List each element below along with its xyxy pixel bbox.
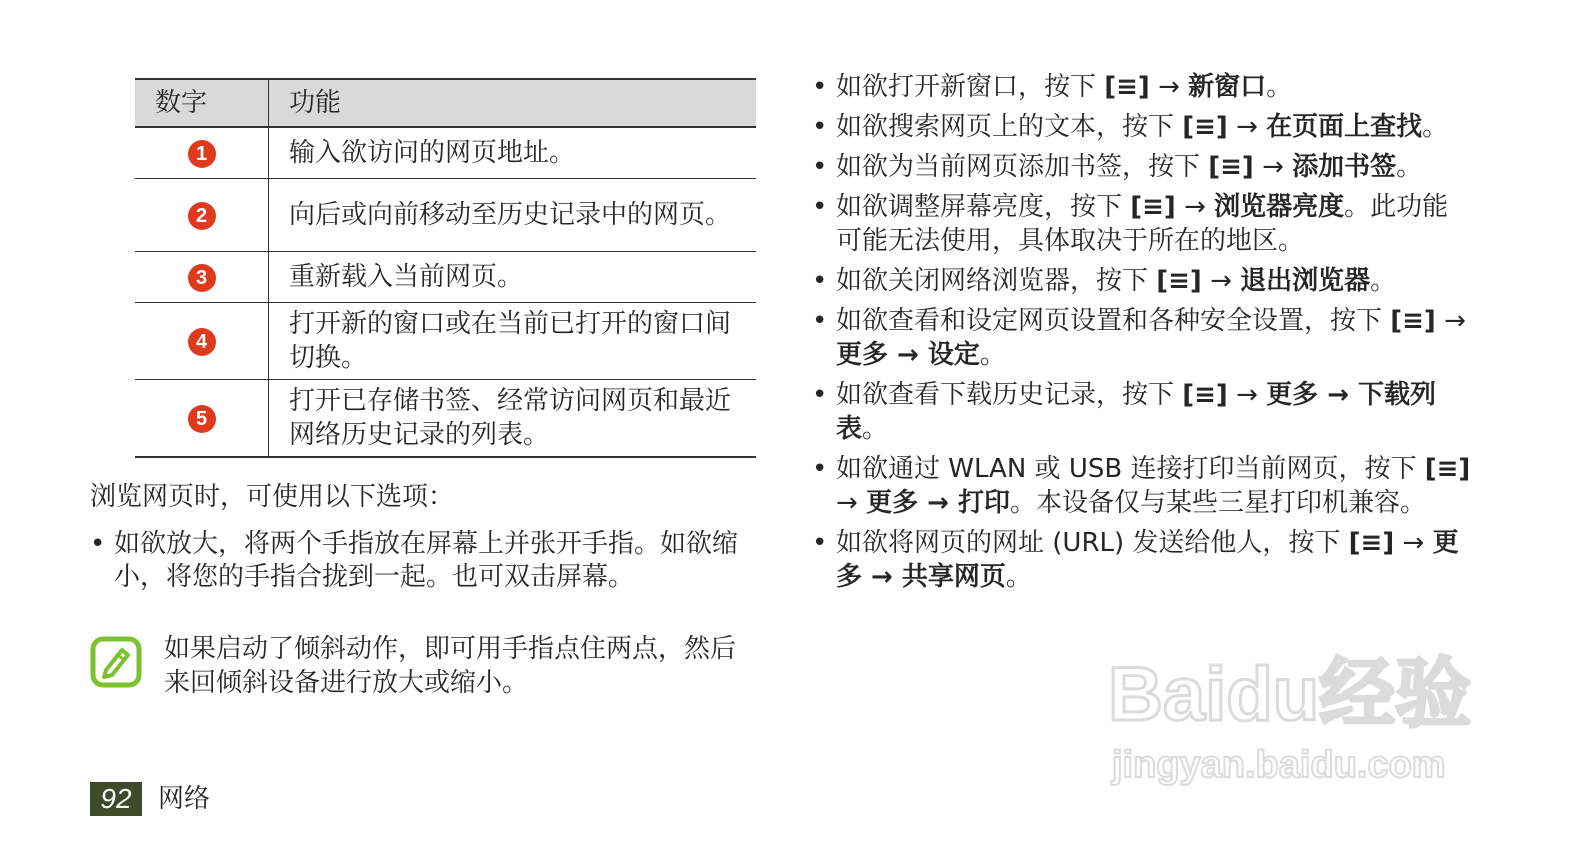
arrow: → (1175, 192, 1215, 222)
note-pencil-icon (90, 636, 142, 688)
page-number: 92 (90, 782, 142, 816)
item-text-after: 。 (1370, 266, 1397, 296)
bullet: • (812, 152, 828, 182)
item-text-before: 如欲为当前网页添加书签，按下 (836, 152, 1209, 182)
bullet: • (812, 380, 828, 410)
number-badge-3: 3 (188, 264, 216, 292)
list-item (812, 378, 1472, 446)
menu-key-icon: [≡] (1156, 266, 1202, 296)
left-options-list (90, 528, 750, 594)
right-options-list (812, 70, 1472, 600)
bullet: • (812, 72, 828, 102)
column-header-number: 数字 (135, 79, 269, 127)
item-text-before: 如欲调整屏幕亮度，按下 (836, 192, 1131, 222)
menu-key-icon: [≡] (1208, 152, 1254, 182)
arrow: → (1227, 380, 1267, 410)
table-row (135, 127, 756, 179)
item-text-after: 。 (1396, 152, 1423, 182)
number-badge-1: 1 (188, 140, 216, 168)
arrow: → (836, 488, 867, 518)
item-text-after: 。 (1266, 72, 1293, 102)
number-badge-2: 2 (188, 202, 216, 230)
bullet: • (812, 266, 828, 296)
option-path: 新窗口 (1188, 72, 1267, 102)
option-path: 更多 → 下载列表 (836, 380, 1437, 444)
number-badge-5: 5 (188, 405, 216, 433)
row-description: 打开新的窗口或在当前已打开的窗口间切换。 (269, 303, 757, 380)
item-text-after: 。本设备仅与某些三星打印机兼容。 (1009, 488, 1426, 518)
arrow: → (1201, 266, 1241, 296)
section-name: 网络 (158, 784, 211, 814)
item-text-after: 。 (1005, 562, 1032, 592)
option-path: 更多 → 设定 (836, 340, 980, 370)
watermark-logo: Baidu经验 (1108, 652, 1472, 737)
item-text-before: 如欲查看下载历史记录，按下 (836, 380, 1183, 410)
menu-key-icon: [≡] (1348, 528, 1395, 558)
arrow: → (1435, 306, 1466, 336)
note-text: 如果启动了倾斜动作，即可用手指点住两点，然后来回倾斜设备进行放大或缩小。 (164, 634, 737, 698)
arrow: → (1394, 528, 1433, 558)
item-text-after: 。 (979, 340, 1006, 370)
watermark-url: jingyan.baidu.com (1112, 744, 1446, 786)
option-path: 退出浏览器 (1240, 266, 1371, 296)
item-text-after: 。此功能可能无法使用，具体取决于所在的地区。 (836, 192, 1449, 256)
row-description: 输入欲访问的网页地址。 (269, 127, 757, 179)
bullet: • (812, 306, 828, 336)
list-item (812, 264, 1472, 298)
bullet: • (812, 528, 828, 558)
table-row (135, 380, 756, 458)
item-text-after: 。 (862, 414, 889, 444)
menu-key-icon: [≡] (1424, 454, 1471, 484)
item-text-after: 。 (1422, 112, 1449, 142)
table-row (135, 179, 756, 252)
option-path: 更多 → 共享网页 (836, 528, 1459, 592)
row-description: 打开已存储书签、经常访问网页和最近网络历史记录的列表。 (269, 380, 757, 458)
list-item (812, 150, 1472, 184)
menu-key-icon: [≡] (1104, 72, 1150, 102)
item-text-before: 如欲将网页的网址 (URL) 发送给他人，按下 (836, 528, 1349, 558)
item-text-before: 如欲通过 WLAN 或 USB 连接打印当前网页，按下 (836, 454, 1425, 484)
arrow: → (1227, 112, 1267, 142)
row-description: 向后或向前移动至历史记录中的网页。 (269, 179, 757, 252)
list-item (812, 110, 1472, 144)
list-item (812, 70, 1472, 104)
table-header-row (135, 79, 756, 127)
bullet: • (812, 192, 828, 222)
list-item (812, 190, 1472, 258)
menu-key-icon: [≡] (1182, 112, 1228, 142)
bullet: • (812, 112, 828, 142)
list-item (90, 528, 750, 594)
menu-key-icon: [≡] (1390, 306, 1436, 336)
options-intro: 浏览网页时，可使用以下选项： (90, 482, 455, 512)
list-item-text: 如欲放大，将两个手指放在屏幕上并张开手指。如欲缩小，将您的手指合拢到一起。也可双击屏幕。 (114, 529, 739, 592)
menu-key-icon: [≡] (1130, 192, 1176, 222)
option-path: 在页面上查找 (1266, 112, 1423, 142)
column-header-function: 功能 (269, 79, 757, 127)
item-text-before: 如欲查看和设定网页设置和各种安全设置，按下 (836, 306, 1391, 336)
function-table (135, 78, 756, 458)
option-path: 添加书签 (1292, 152, 1397, 182)
arrow: → (1253, 152, 1293, 182)
item-text-before: 如欲搜索网页上的文本，按下 (836, 112, 1183, 142)
table-row (135, 252, 756, 303)
arrow: → (1149, 72, 1189, 102)
number-badge-4: 4 (188, 328, 216, 356)
option-path: 浏览器亮度 (1214, 192, 1345, 222)
baidu-watermark (1108, 650, 1478, 800)
list-item (812, 452, 1472, 520)
menu-key-icon: [≡] (1182, 380, 1228, 410)
row-description: 重新载入当前网页。 (269, 252, 757, 303)
item-text-before: 如欲打开新窗口，按下 (836, 72, 1105, 102)
list-item (812, 304, 1472, 372)
bullet: • (90, 529, 106, 559)
table-row (135, 303, 756, 380)
note-box (90, 632, 760, 702)
item-text-before: 如欲关闭网络浏览器，按下 (836, 266, 1157, 296)
list-item (812, 526, 1472, 594)
bullet: • (812, 454, 828, 484)
option-path: 更多 → 打印 (866, 488, 1010, 518)
